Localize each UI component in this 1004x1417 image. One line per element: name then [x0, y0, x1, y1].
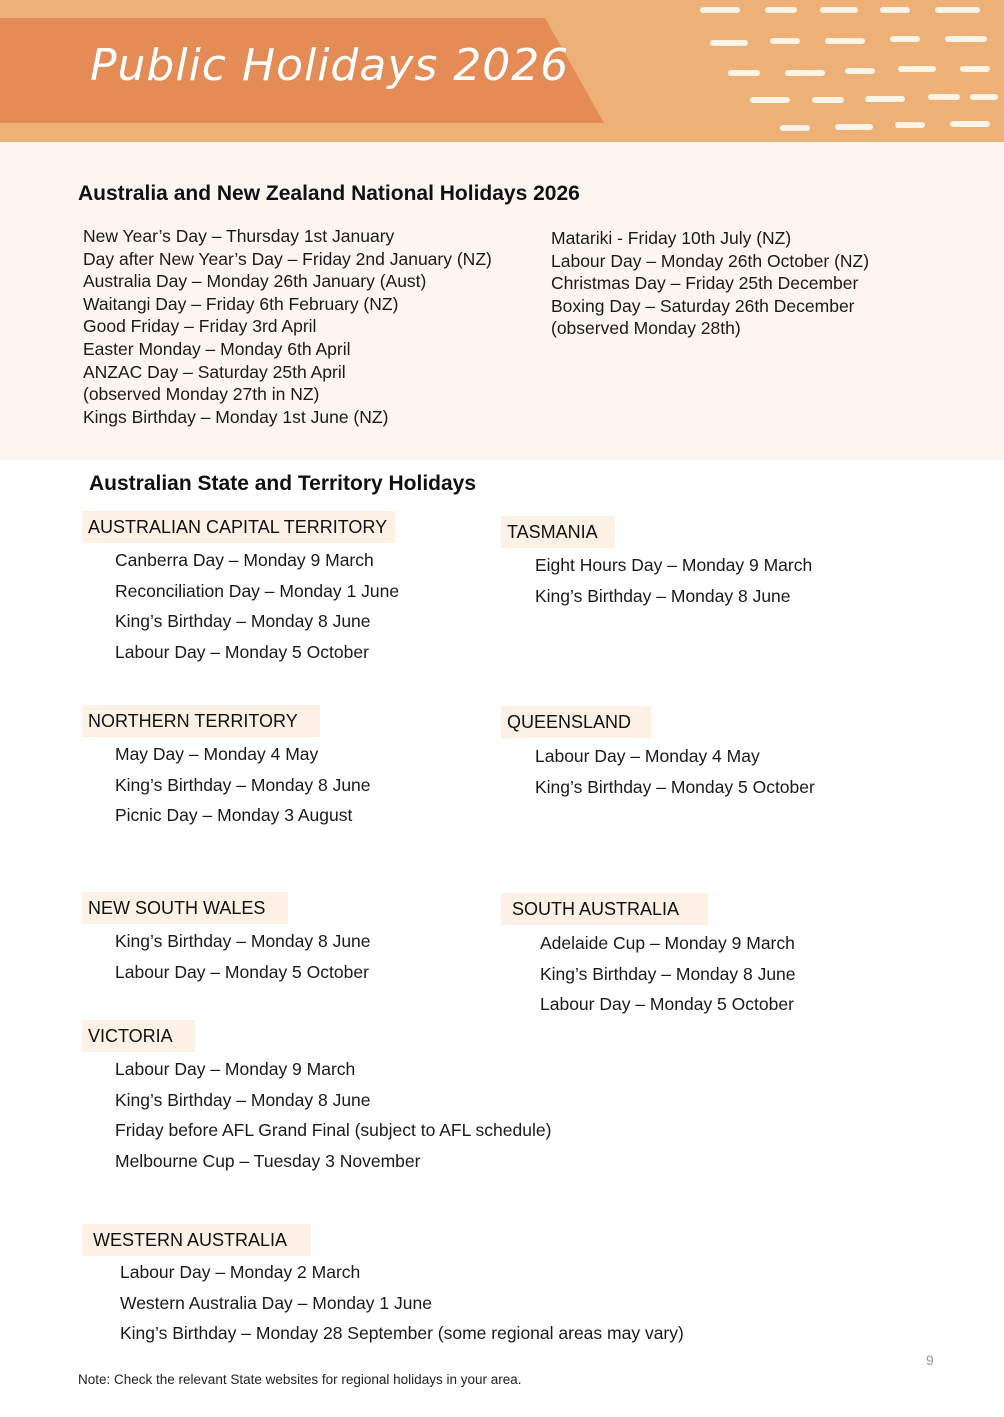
list-item: King’s Birthday – Monday 8 June	[115, 1089, 371, 1110]
list-item: Easter Monday – Monday 6th April	[83, 338, 351, 359]
list-item: Reconciliation Day – Monday 1 June	[115, 580, 400, 601]
list-item: Labour Day – Monday 2 March	[120, 1262, 361, 1282]
list-item: Canberra Day – Monday 9 March	[115, 550, 374, 570]
state-list-nt	[115, 739, 371, 831]
list-item: Western Australia Day – Monday 1 June	[120, 1292, 432, 1313]
state-label-qld: QUEENSLAND	[501, 706, 651, 738]
list-item: Friday before AFL Grand Final (subject to AFL schedule)	[115, 1120, 552, 1140]
list-item: Labour Day – Monday 4 May	[535, 746, 760, 766]
list-item: King’s Birthday – Monday 8 June	[115, 931, 371, 951]
list-item: (observed Monday 27th in NZ)	[83, 384, 320, 405]
list-item: Picnic Day – Monday 3 August	[115, 805, 353, 825]
state-label-nsw: NEW SOUTH WALES	[82, 892, 288, 924]
header-band	[0, 0, 1004, 142]
list-item: Eight Hours Day – Monday 9 March	[535, 555, 813, 575]
state-label-sa: SOUTH AUSTRALIA	[501, 893, 708, 925]
list-item: Australia Day – Monday 26th January (Aust)	[83, 271, 427, 292]
list-item: May Day – Monday 4 May	[115, 744, 319, 764]
state-label-vic: VICTORIA	[82, 1020, 195, 1052]
national-list-right	[551, 227, 869, 340]
state-label-act: AUSTRALIAN CAPITAL TERRITORY	[82, 511, 395, 543]
state-list-tas	[535, 550, 812, 611]
list-item: Good Friday – Friday 3rd April	[83, 316, 317, 337]
page-title: Public Holidays 2026	[90, 40, 570, 91]
list-item: Labour Day – Monday 5 October	[115, 641, 369, 662]
list-item: King’s Birthday – Monday 8 June	[115, 774, 371, 795]
list-item: King’s Birthday – Monday 8 June	[535, 585, 791, 606]
national-heading: Australia and New Zealand National Holidays 2026	[78, 182, 580, 205]
list-item: King’s Birthday – Monday 28 September (some regional areas may vary)	[120, 1323, 684, 1343]
list-item: King’s Birthday – Monday 8 June	[115, 611, 371, 631]
list-item: Adelaide Cup – Monday 9 March	[540, 933, 795, 953]
footer-note: Note: Check the relevant State websites for regional holidays in your area.	[78, 1372, 522, 1387]
list-item: (observed Monday 28th)	[551, 318, 741, 339]
list-item: Waitangi Day – Friday 6th February (NZ)	[83, 293, 399, 314]
state-label-nt: NORTHERN TERRITORY	[82, 705, 320, 737]
page-number: 9	[926, 1352, 934, 1368]
state-list-wa	[120, 1257, 684, 1349]
list-item: Labour Day – Monday 9 March	[115, 1059, 356, 1079]
list-item: Melbourne Cup – Tuesday 3 November	[115, 1150, 421, 1171]
list-item: ANZAC Day – Saturday 25th April	[83, 361, 346, 382]
state-list-qld	[535, 741, 815, 802]
list-item: Labour Day – Monday 5 October	[540, 994, 794, 1014]
list-item: Christmas Day – Friday 25th December	[551, 273, 859, 294]
list-item: Labour Day – Monday 26th October (NZ)	[551, 250, 870, 271]
list-item: King’s Birthday – Monday 5 October	[535, 776, 815, 797]
state-list-vic	[115, 1054, 551, 1176]
states-heading: Australian State and Territory Holidays	[89, 472, 477, 495]
list-item: New Year’s Day – Thursday 1st January	[83, 226, 395, 246]
list-item: Kings Birthday – Monday 1st June (NZ)	[83, 406, 389, 427]
state-list-nsw	[115, 926, 371, 987]
national-list-left	[83, 225, 492, 428]
list-item: King’s Birthday – Monday 8 June	[540, 963, 796, 984]
state-list-act	[115, 545, 399, 667]
state-list-sa	[540, 928, 796, 1020]
state-label-tas: TASMANIA	[501, 516, 615, 548]
list-item: Labour Day – Monday 5 October	[115, 961, 369, 982]
list-item: Matariki - Friday 10th July (NZ)	[551, 228, 792, 248]
list-item: Boxing Day – Saturday 26th December	[551, 295, 855, 316]
state-label-wa: WESTERN AUSTRALIA	[82, 1224, 311, 1256]
list-item: Day after New Year’s Day – Friday 2nd January (NZ)	[83, 248, 492, 269]
